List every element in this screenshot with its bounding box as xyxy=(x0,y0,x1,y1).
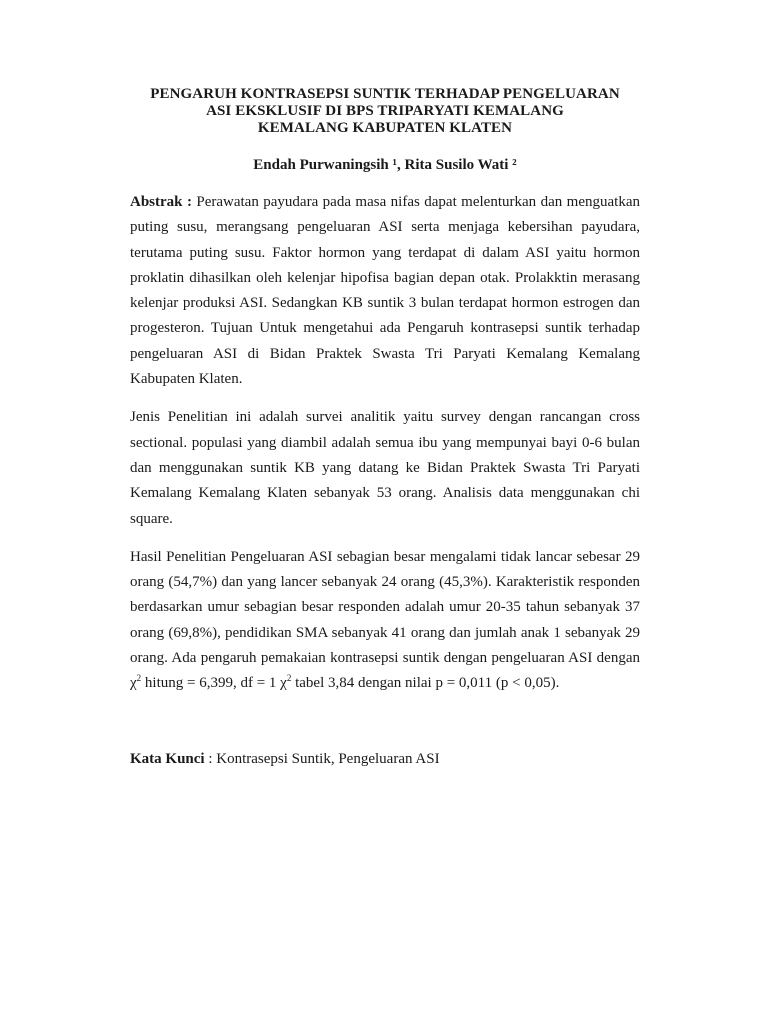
abstract-paragraph xyxy=(130,190,640,392)
title-line: KEMALANG KABUPATEN KLATEN xyxy=(257,120,513,136)
title-line: PENGARUH KONTRASEPSI SUNTIK TERHADAP PENGELUARAN xyxy=(150,86,620,102)
results-text-2: hitung = 6,399, df = 1 xyxy=(141,675,281,692)
superscript: 2 xyxy=(286,673,292,684)
keywords-label: Kata Kunci xyxy=(130,750,205,767)
keywords xyxy=(130,749,640,769)
results-text-3: tabel 3,84 dengan nilai p = 0,011 (p < 0,05). xyxy=(291,675,560,692)
paper-title xyxy=(130,86,640,137)
results-text-1: Hasil Penelitian Pengeluaran ASI sebagian besar mengalami tidak lancar sebesar 29 orang (54,7%) dan yang lancer sebanyak 24 orang (45,3%). Karakteristik responden berdasarkan umur sebagian besar responden adalah umur 20-35 tahun sebanyak 37 orang (69,8%), pendidikan SMA sebanyak 41 orang dan jumlah anak 1 sebanyak 29 orang. Ada pengaruh pemakaian kontrasepsi suntik dengan pengeluaran ASI dengan xyxy=(130,548,640,667)
keywords-text: : Kontrasepsi Suntik, Pengeluaran ASI xyxy=(204,750,440,767)
chi-symbol: χ xyxy=(130,675,137,692)
abstract-text: Perawatan payudara pada masa nifas dapat melenturkan dan menguatkan puting susu, merangsang pengeluaran ASI serta menjaga kebersihan payudara, terutama puting susu. Faktor hormon yang terdapat di dalam ASI yaitu hormon proklatin dihasilkan oleh kelenjar hipofisa bagian depan otak. Prolakktin merasang kelenjar produksi ASI. Sedangkan KB suntik 3 bulan terdapat hormon estrogen dan progesteron. Tujuan Untuk mengetahui ada Pengaruh kontrasepsi suntik terhadap pengeluaran ASI di Bidan Praktek Swasta Tri Paryati Kemalang Kemalang Kabupaten Klaten. xyxy=(130,194,640,388)
title-line: ASI EKSKLUSIF DI BPS TRIPARYATI KEMALANG xyxy=(206,103,564,119)
methods-paragraph: Jenis Penelitian ini adalah survei analitik yaitu survey dengan rancangan cross sectional. populasi yang diambil adalah semua ibu yang mempunyai bayi 0-6 bulan dan menggunakan suntik KB yang datang ke Bidan Praktek Swasta Tri Paryati Kemalang Kemalang Klaten sebanyak 53 orang. Analisis data menggunakan chi square. xyxy=(130,409,640,527)
results-paragraph xyxy=(130,545,640,697)
paper-page xyxy=(130,86,640,769)
superscript: 2 xyxy=(136,673,142,684)
abstract-label: Abstrak : xyxy=(130,194,192,210)
chi-symbol: χ xyxy=(280,675,287,692)
authors: Endah Purwaningsih ¹, Rita Susilo Wati ² xyxy=(253,157,517,173)
